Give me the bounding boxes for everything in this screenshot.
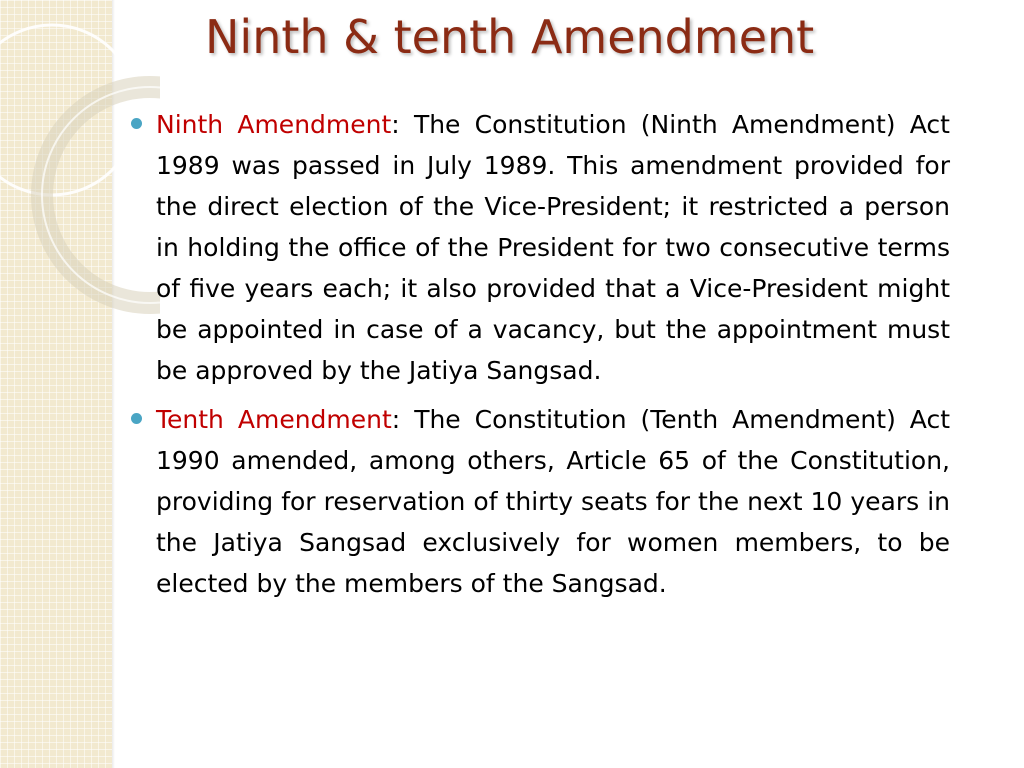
bullet-term: Ninth Amendment (156, 110, 392, 139)
bullet-ninth-amendment (130, 104, 950, 391)
slide-title: Ninth & tenth Amendment (205, 10, 815, 64)
bullet-dot-icon (131, 118, 142, 129)
bullet-text: The Constitution (Ninth Amendment) Act 1989 was passed in July 1989. This amendment provided for the direct election of the Vice-President; it restricted a person in holding the office of the President for two consecutive terms of five years each; it also provided that a Vice-President might be appointed in case of a vacancy, but the appointment must be approved by the Jatiya Sangsad. (156, 110, 950, 385)
bullet-term: Tenth Amendment (156, 405, 392, 434)
bullet-separator: : (391, 405, 415, 434)
bullet-separator: : (391, 110, 414, 139)
bullet-text: The Constitution (Tenth Amendment) Act 1990 amended, among others, Article 65 of the Constitution, providing for reservation of thirty seats for the next 10 years in the Jatiya Sangsad exclusively for women members, to be elected by the members of the Sangsad. (156, 405, 950, 598)
bullet-dot-icon (131, 413, 142, 424)
bullet-tenth-amendment (130, 399, 950, 604)
slide-content (130, 104, 950, 612)
